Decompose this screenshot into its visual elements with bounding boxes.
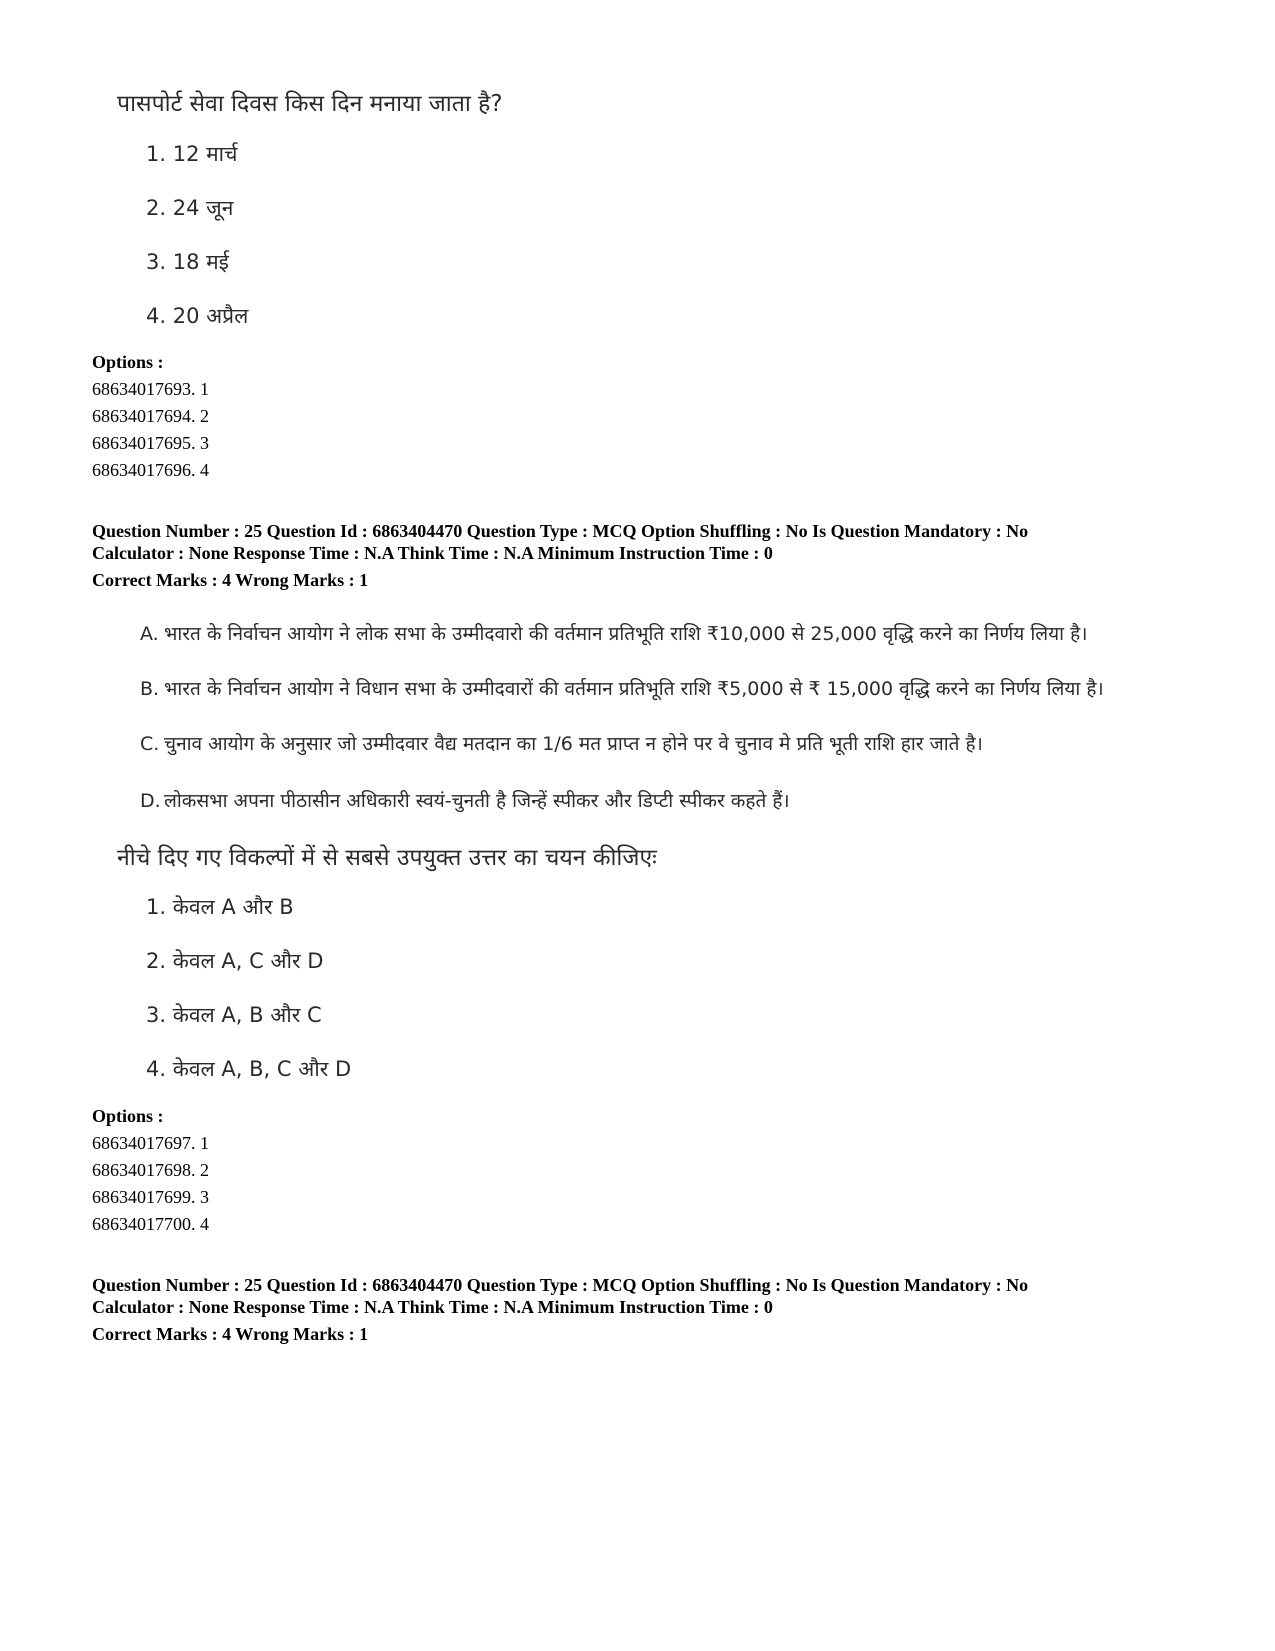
marks-line: Correct Marks : 4 Wrong Marks : 1	[92, 1324, 369, 1344]
answer-choice-2: 2. केवल A, C और D	[146, 949, 324, 973]
statement-text: चुनाव आयोग के अनुसार जो उम्मीदवार वैद्य मतदान का 1/6 मत प्राप्त न होने पर वे चुनाव मे प्रति भूती राशि हार जाते है।	[164, 733, 983, 755]
statement-letter: C.	[140, 733, 160, 755]
options-label: Options :	[92, 352, 164, 372]
option-id-line: 68634017693. 1	[92, 379, 209, 399]
question-instruction: नीचे दिए गए विकल्पों में से सबसे उपयुक्त उत्तर का चयन कीजिएः	[117, 845, 657, 871]
statement-d	[140, 788, 1174, 815]
option-id-line: 68634017694. 2	[92, 406, 209, 426]
answer-choice-3: 3. केवल A, B और C	[146, 1003, 322, 1027]
marks-line: Correct Marks : 4 Wrong Marks : 1	[92, 570, 369, 590]
statement-letter: A.	[140, 623, 159, 645]
statement-c	[140, 731, 1174, 758]
question-meta-line: Question Number : 25 Question Id : 6863404470 Question Type : MCQ Option Shuffling : No Is Question Mandatory : No	[92, 1275, 1029, 1295]
question-stem: पासपोर्ट सेवा दिवस किस दिन मनाया जाता है?	[117, 91, 503, 117]
answer-choice-1: 1. केवल A और B	[146, 895, 294, 919]
answer-choice-2: 2. 24 जून	[146, 196, 234, 220]
answer-choice-4: 4. 20 अप्रैल	[146, 304, 249, 328]
question-meta-line: Calculator : None Response Time : N.A Think Time : N.A Minimum Instruction Time : 0	[92, 1297, 773, 1317]
option-id-line: 68634017697. 1	[92, 1133, 209, 1153]
answer-choice-4: 4. केवल A, B, C और D	[146, 1057, 352, 1081]
answer-choice-3: 3. 18 मई	[146, 250, 229, 274]
statement-b	[140, 676, 1174, 703]
statement-text: भारत के निर्वाचन आयोग ने लोक सभा के उम्मीदवारो की वर्तमान प्रतिभूति राशि ₹10,000 से 25,000 वृद्धि करने का निर्णय लिया है।	[164, 623, 1088, 645]
question-meta-line: Question Number : 25 Question Id : 6863404470 Question Type : MCQ Option Shuffling : No Is Question Mandatory : No	[92, 521, 1029, 541]
options-label: Options :	[92, 1106, 164, 1126]
statement-text: लोकसभा अपना पीठासीन अधिकारी स्वयं-चुनती है जिन्हें स्पीकर और डिप्टी स्पीकर कहते हैं।	[164, 790, 790, 812]
option-id-line: 68634017700. 4	[92, 1214, 209, 1234]
statement-a	[140, 621, 1174, 648]
option-id-line: 68634017698. 2	[92, 1160, 209, 1180]
statement-letter: B.	[140, 678, 160, 700]
option-id-line: 68634017699. 3	[92, 1187, 209, 1207]
option-id-line: 68634017695. 3	[92, 433, 209, 453]
statement-text: भारत के निर्वाचन आयोग ने विधान सभा के उम्मीदवारों की वर्तमान प्रतिभूति राशि ₹5,000 से ₹ 15,000 वृद्धि करने का निर्णय लिया है।	[164, 678, 1104, 700]
answer-choice-1: 1. 12 मार्च	[146, 142, 238, 166]
option-id-line: 68634017696. 4	[92, 460, 209, 480]
question-meta-line: Calculator : None Response Time : N.A Think Time : N.A Minimum Instruction Time : 0	[92, 543, 773, 563]
statement-letter: D.	[140, 790, 161, 812]
